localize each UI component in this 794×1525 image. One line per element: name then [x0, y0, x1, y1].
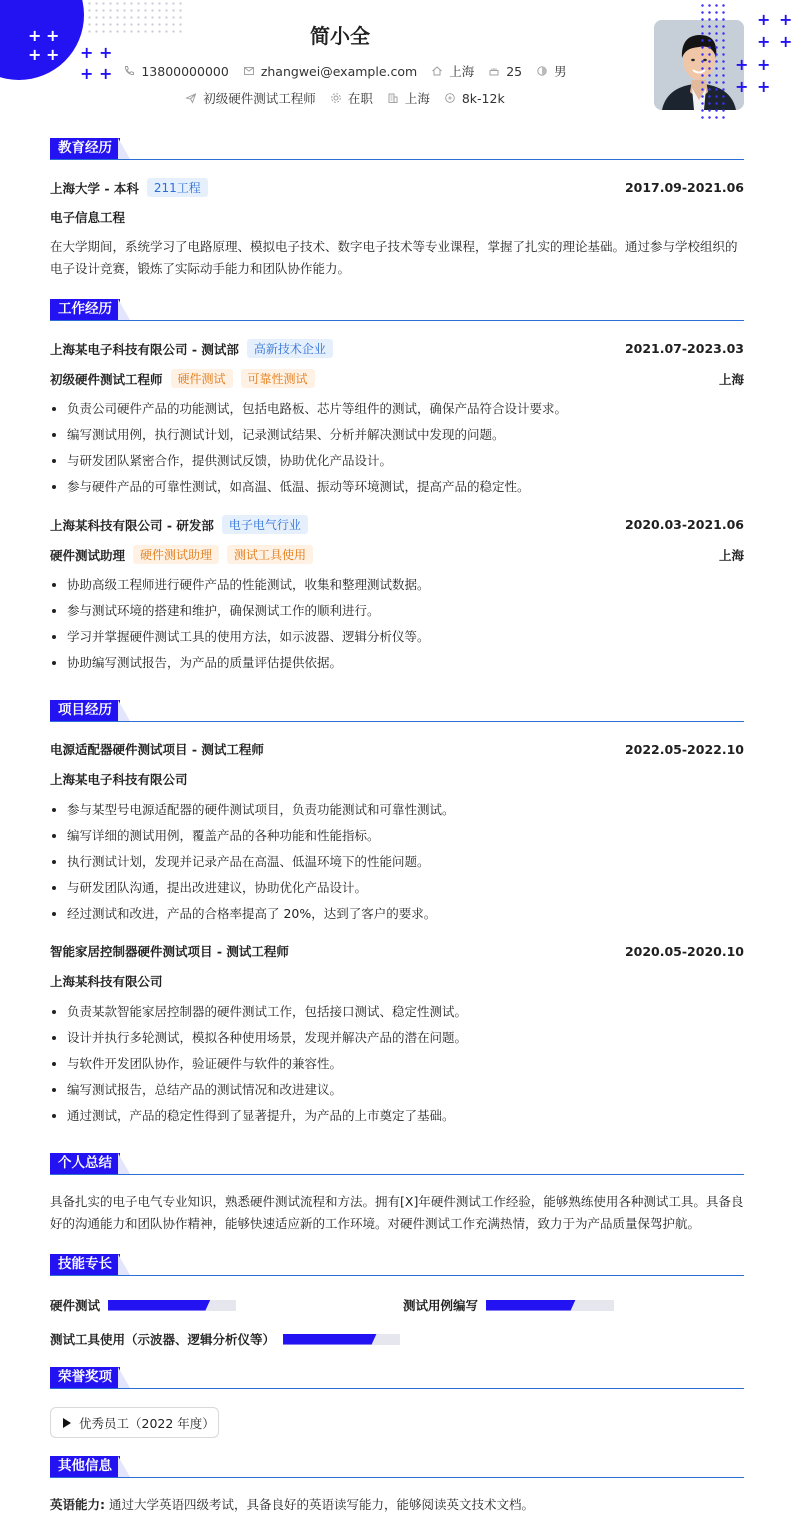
section-title-tail [118, 1456, 130, 1477]
city-text: 上海 [449, 64, 475, 79]
summary-text: 具备扎实的电子电气专业知识，熟悉硬件测试流程和方法。拥有[X]年硬件测试工作经验，能够熟练使用各种测试工具。具备良好的沟通能力和团队协作精神，能够快速适应新的工作环境。对硬件测试工作充满热情，致力于为产品质量保驾护航。 [50, 1194, 744, 1231]
job-company-row [50, 515, 744, 534]
other-info-label: 英语能力: [50, 1497, 105, 1512]
mail-icon [243, 65, 255, 77]
plus-decoration-icon: + [735, 55, 749, 74]
skill-tag: 硬件测试助理 [133, 545, 219, 564]
status-item [330, 89, 373, 107]
list-item: 执行测试计划，发现并记录产品在高温、低温环境下的性能问题。 [50, 853, 744, 879]
project-company: 上海某科技有限公司 [50, 974, 163, 989]
section-title: 个人总结 [50, 1153, 120, 1174]
skill-item [50, 1296, 236, 1314]
company-name: 上海某电子科技有限公司 - 测试部 [50, 341, 239, 357]
skill-tag: 可靠性测试 [241, 369, 315, 388]
salary-text: 8k-12k [461, 90, 505, 106]
project-company-row [50, 972, 744, 990]
phone-text: 13800000000 [141, 63, 229, 79]
other-info-row [50, 1494, 744, 1516]
phone-icon [123, 65, 135, 77]
plus-decoration-icon: + [99, 64, 113, 83]
job-date: 2020.03-2021.06 [624, 517, 744, 532]
list-item: 学习并掌握硬件测试工具的使用方法，如示波器、逻辑分析仪等。 [50, 628, 744, 654]
list-item: 设计并执行多轮测试，模拟各种使用场景，发现并解决产品的潜在问题。 [50, 1029, 744, 1055]
plus-decoration-icon: + [28, 26, 42, 45]
company-tag: 高新技术企业 [247, 339, 333, 358]
building-icon [387, 92, 399, 104]
plus-decoration-icon: + [46, 45, 60, 64]
list-item: 负责公司硬件产品的功能测试，包括电路板、芯片等组件的测试，确保产品符合设计要求。 [50, 400, 744, 426]
section-title-tail [118, 138, 130, 159]
job-title-item [185, 89, 316, 107]
plus-decoration-icon: + [46, 26, 60, 45]
project-bullet-list [50, 801, 744, 931]
dot-grid-decoration [699, 2, 729, 120]
list-item: 参与某型号电源适配器的硬件测试项目，负责功能测试和可靠性测试。 [50, 801, 744, 827]
section-title: 技能专长 [50, 1254, 120, 1275]
plus-decoration-icon: + [779, 32, 793, 51]
gender-icon [536, 65, 548, 77]
summary-section [50, 1153, 744, 1231]
section-header [50, 1456, 744, 1478]
candidate-name: 简小全 [310, 24, 370, 48]
list-item: 编写测试报告，总结产品的测试情况和改进建议。 [50, 1081, 744, 1107]
send-icon [185, 92, 197, 104]
skill-level-bar [283, 1334, 400, 1345]
job-info-row [0, 89, 690, 107]
position-name: 初级硬件测试工程师 [50, 371, 163, 387]
phone-item [123, 64, 228, 79]
skill-level-fill [108, 1300, 210, 1311]
section-header [50, 700, 744, 722]
job-title-text: 初级硬件测试工程师 [203, 91, 316, 106]
major-row [50, 208, 744, 226]
plus-decoration-icon: + [757, 32, 771, 51]
skills-section [50, 1254, 744, 1347]
email-text: zhangwei@example.com [260, 63, 418, 79]
section-title-tail [118, 299, 130, 320]
section-title-tail [118, 700, 130, 721]
plus-decoration-icon: + [757, 55, 771, 74]
home-icon [431, 65, 443, 77]
section-title: 工作经历 [50, 299, 120, 320]
plus-decoration-icon: + [80, 43, 94, 62]
project-section [50, 700, 744, 1123]
project-bullet-list [50, 1003, 744, 1133]
section-header [50, 138, 744, 160]
skill-level-fill [283, 1334, 377, 1345]
list-item: 协助编写测试报告，为产品的质量评估提供依据。 [50, 654, 744, 680]
skill-name: 测试工具使用（示波器、逻辑分析仪等） [50, 1332, 276, 1347]
award-label: 优秀员工（2022 年度） [79, 1415, 215, 1431]
position-name: 硬件测试助理 [50, 547, 126, 563]
list-item: 与研发团队沟通，提出改进建议，协助优化产品设计。 [50, 879, 744, 905]
plus-decoration-icon: + [80, 64, 94, 83]
section-title-tail [118, 1367, 130, 1388]
section-header [50, 299, 744, 321]
skill-name: 硬件测试 [50, 1298, 101, 1313]
section-title: 项目经历 [50, 700, 120, 721]
list-item: 编写测试用例，执行测试计划，记录测试结果、分析并解决测试中发现的问题。 [50, 426, 744, 452]
gender-item [536, 62, 567, 80]
project-date: 2020.05-2020.10 [624, 943, 744, 959]
play-icon [63, 1418, 71, 1428]
section-title: 荣誉奖项 [50, 1367, 120, 1388]
section-title-tail [118, 1254, 130, 1275]
job-company-row [50, 339, 744, 358]
skill-level-fill [486, 1300, 576, 1311]
project-company-row [50, 770, 744, 788]
status-icon [330, 92, 342, 104]
skill-item [50, 1330, 400, 1348]
gender-text: 男 [554, 64, 567, 79]
age-icon [488, 65, 500, 77]
plus-decoration-icon: + [28, 45, 42, 64]
plus-decoration-icon: + [757, 10, 771, 29]
education-section [50, 138, 744, 276]
section-header [50, 1254, 744, 1276]
section-title: 其他信息 [50, 1456, 120, 1477]
target-city-text: 上海 [404, 91, 430, 106]
target-city-item [387, 89, 430, 107]
job-location: 上海 [718, 371, 744, 387]
age-item [488, 64, 522, 79]
section-title-tail [118, 1153, 130, 1174]
list-item: 负责某款智能家居控制器的硬件测试工作，包括接口测试、稳定性测试。 [50, 1003, 744, 1029]
skill-item [403, 1296, 614, 1314]
skill-name: 测试用例编写 [403, 1298, 479, 1313]
school-tag: 211工程 [147, 178, 208, 197]
award-item[interactable] [50, 1407, 219, 1438]
project-title-row [50, 740, 744, 758]
education-description: 在大学期间，系统学习了电路原理、模拟电子技术、数字电子技术等专业课程，掌握了扎实的理论基础。通过参与学校组织的电子设计竞赛，锻炼了实际动手能力和团队协作能力。 [50, 239, 738, 276]
job-position-row [50, 545, 744, 564]
age-text: 25 [506, 63, 523, 79]
section-header [50, 1153, 744, 1175]
major: 电子信息工程 [50, 210, 126, 225]
other-info-section [50, 1456, 744, 1512]
list-item: 经过测试和改进，产品的合格率提高了 20%，达到了客户的要求。 [50, 905, 744, 931]
project-company: 上海某电子科技有限公司 [50, 772, 188, 787]
skill-tag: 硬件测试 [171, 369, 233, 388]
list-item: 通过测试，产品的稳定性得到了显著提升，为产品的上市奠定了基础。 [50, 1107, 744, 1133]
list-item: 编写详细的测试用例，覆盖产品的各种功能和性能指标。 [50, 827, 744, 853]
skill-tag: 测试工具使用 [227, 545, 313, 564]
list-item: 参与硬件产品的可靠性测试，如高温、低温、振动等环境测试，提高产品的稳定性。 [50, 478, 744, 504]
list-item: 与软件开发团队协作，验证硬件与软件的兼容性。 [50, 1055, 744, 1081]
job-bullet-list [50, 576, 744, 680]
contact-info-row [0, 62, 690, 83]
salary-item [444, 91, 505, 106]
awards-section [50, 1367, 744, 1431]
list-item: 与研发团队紧密合作，提供测试反馈，协助优化产品设计。 [50, 452, 744, 478]
project-name: 智能家居控制器硬件测试项目 - 测试工程师 [50, 944, 289, 959]
section-header [50, 1367, 744, 1389]
plus-decoration-icon: + [99, 43, 113, 62]
salary-icon [444, 92, 456, 104]
city-item [431, 62, 474, 80]
section-title: 教育经历 [50, 138, 120, 159]
email-item [243, 64, 417, 79]
list-item: 协助高级工程师进行硬件产品的性能测试，收集和整理测试数据。 [50, 576, 744, 602]
job-bullet-list [50, 400, 744, 504]
education-row [50, 178, 744, 197]
work-section [50, 299, 744, 670]
job-position-row [50, 369, 744, 388]
other-info-text: 通过大学英语四级考试，具备良好的英语读写能力，能够阅读英文技术文档。 [108, 1497, 534, 1512]
plus-decoration-icon: + [779, 10, 793, 29]
company-tag: 电子电气行业 [222, 515, 308, 534]
status-text: 在职 [347, 91, 373, 106]
education-date: 2017.09-2021.06 [624, 180, 744, 195]
skill-level-bar [108, 1300, 236, 1311]
project-title-row [50, 942, 744, 960]
job-date: 2021.07-2023.03 [624, 341, 744, 356]
job-location: 上海 [718, 547, 744, 563]
plus-decoration-icon: + [735, 77, 749, 96]
plus-decoration-icon: + [757, 77, 771, 96]
company-name: 上海某科技有限公司 - 研发部 [50, 517, 214, 533]
school-name: 上海大学 - 本科 [50, 180, 139, 196]
list-item: 参与测试环境的搭建和维护，确保测试工作的顺利进行。 [50, 602, 744, 628]
project-date: 2022.05-2022.10 [624, 741, 744, 757]
skill-level-bar [486, 1300, 614, 1311]
project-name: 电源适配器硬件测试项目 - 测试工程师 [50, 742, 264, 757]
